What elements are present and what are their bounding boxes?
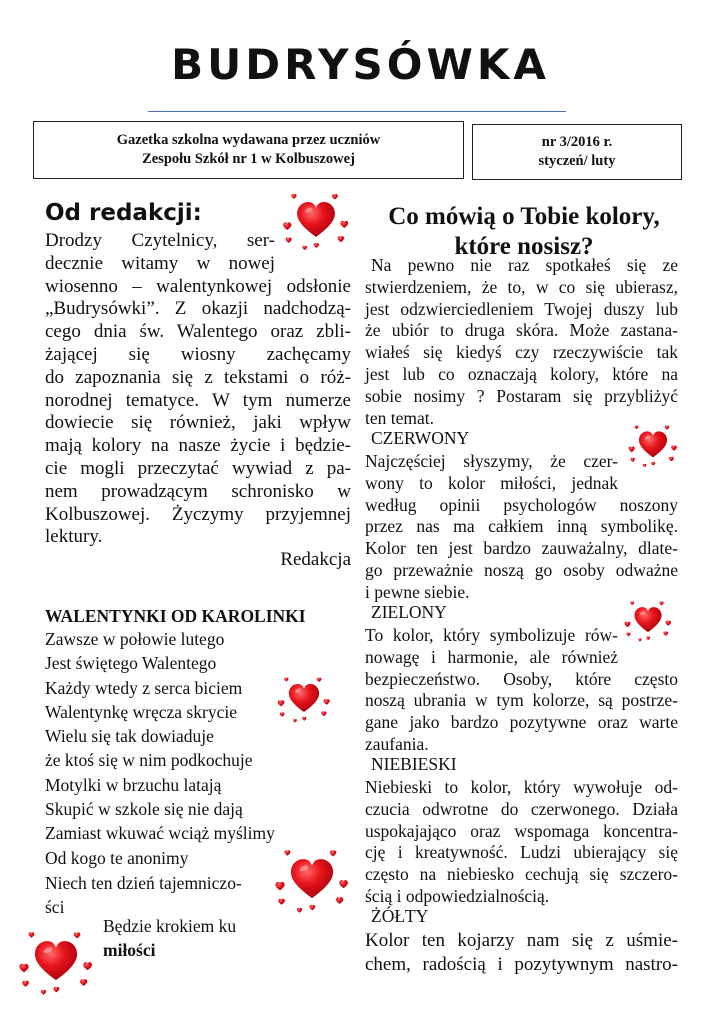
heart-decoration-icon bbox=[624, 424, 682, 476]
article-line: uspokajająco oraz wspomaga koncentra- bbox=[365, 820, 678, 841]
poem-line: Motylki w brzuchu latają bbox=[45, 774, 222, 795]
title-line: Co mówią o Tobie kolory, bbox=[388, 203, 660, 230]
article-line: nowagę i harmonie, ale również bbox=[365, 646, 618, 667]
editorial-line: cego dnia św. Walentego oraz zbli- bbox=[45, 321, 351, 343]
info-line: Zespołu Szkół nr 1 w Kolbuszowej bbox=[142, 151, 355, 167]
section-heading-red: CZERWONY bbox=[371, 428, 470, 448]
section-red-narrow bbox=[365, 451, 618, 495]
article-line: cję i kreatywność. Ludzi ubierający się bbox=[365, 842, 678, 863]
section-heading-blue: NIEBIESKI bbox=[371, 754, 457, 774]
article-line: Na pewno nie raz spotkałeś się ze bbox=[371, 255, 678, 275]
article-line: Kolor ten jest bardzo zauważalny, dlate- bbox=[365, 538, 678, 559]
editorial-line: Drodzy Czytelnicy, ser- bbox=[45, 230, 275, 251]
article-line: i pewne siebie. bbox=[365, 581, 470, 602]
article-line: Kolor ten kojarzy nam się z uśmie- bbox=[365, 930, 678, 951]
editorial-line: dowiecie się również, jaki wpływ bbox=[45, 412, 351, 434]
heart-decoration-icon bbox=[270, 848, 354, 926]
heart-decoration-icon bbox=[14, 930, 98, 1008]
editorial-title: Od redakcji: bbox=[45, 200, 202, 226]
editorial-line: wiosenno – walentynkowej odsłonie bbox=[45, 275, 351, 297]
editorial-signature: Redakcja bbox=[280, 549, 351, 571]
article-line: jest lub co oznaczają kolory, które na bbox=[365, 363, 678, 384]
editorial-line: cie mogli przeczytać wywiad z pa- bbox=[45, 457, 351, 479]
heart-decoration-icon bbox=[274, 676, 334, 732]
article-line: zaufania. bbox=[365, 733, 429, 754]
editorial-line: Kolbuszowej. Życzymy przyjemnej bbox=[45, 503, 351, 525]
editorial-line: do zapoznania się z tekstami o róż- bbox=[45, 366, 351, 388]
poem-body bbox=[45, 627, 275, 870]
editorial-line: mają kolory na nasze życie i będzie- bbox=[45, 435, 351, 457]
publication-info-box bbox=[33, 121, 464, 179]
editorial-line: norodnej tematyce. W tym numerze bbox=[45, 389, 351, 411]
article-line: czucia odwrotne do czerwonego. Działa bbox=[365, 798, 678, 819]
article-line: gane jako bardzo pozytywne oraz warte bbox=[365, 712, 678, 733]
article-line: Niebieski to kolor, który wywołuje od- bbox=[365, 777, 678, 797]
issue-box bbox=[472, 124, 682, 180]
section-heading-yellow: ŻÓŁTY bbox=[371, 906, 429, 926]
article-line: często na niebiesko cechują się szczero- bbox=[365, 864, 678, 885]
poem-line: Od kogo te anonimy bbox=[45, 847, 189, 868]
editorial-line: żającej się wiosny zachęcamy bbox=[45, 343, 351, 365]
info-line: Gazetka szkolna wydawana przez uczniów bbox=[116, 132, 381, 148]
article-line: według opinii psychologów noszony bbox=[365, 494, 678, 515]
poem-line: Wielu się tak dowiaduje bbox=[45, 726, 214, 747]
poem-line: Niech ten dzień tajemniczo- bbox=[45, 873, 242, 893]
article-line: noszą ubrania w tym kolorze, są postrze- bbox=[365, 690, 678, 711]
article-line: ten temat. bbox=[365, 407, 435, 428]
poem-line: Walentynkę wręcza skrycie bbox=[45, 701, 237, 722]
editorial-body bbox=[45, 276, 351, 572]
masthead-title: BUDRYSÓWKA bbox=[171, 40, 550, 89]
poem-line: Każdy wtedy z serca biciem bbox=[45, 677, 243, 698]
title-line: które nosisz? bbox=[454, 233, 594, 260]
poem-line: ści bbox=[45, 897, 65, 918]
poem-ending bbox=[45, 871, 242, 920]
poem-line: Zawsze w połowie lutego bbox=[45, 629, 225, 649]
editorial-body-narrow bbox=[45, 230, 275, 276]
colors-article-intro bbox=[365, 255, 678, 429]
article-line: ścią i odpowiedzialnością. bbox=[365, 885, 550, 906]
article-line: go przeważnie noszą go osoby odważne bbox=[365, 559, 678, 580]
heart-decoration-icon bbox=[278, 192, 354, 262]
editorial-line: lektury. bbox=[45, 526, 103, 548]
section-red-body bbox=[365, 495, 678, 604]
article-line: To kolor, który symbolizuje rów- bbox=[365, 625, 618, 645]
section-heading-green: ZIELONY bbox=[371, 602, 447, 622]
poem-final bbox=[103, 914, 236, 963]
poem-line: Zamiast wkuwać wciąż myślimy bbox=[45, 823, 275, 844]
heart-decoration-icon bbox=[620, 600, 676, 650]
poem-final-word: miłości bbox=[103, 940, 156, 961]
poem-line: że ktoś się w nim podkochuje bbox=[45, 750, 253, 771]
poem-line: Będzie krokiem ku bbox=[103, 916, 237, 936]
article-line: chem, radością i pozytywnym nastro- bbox=[365, 954, 678, 975]
poem-line: Skupić w szkole się nie dają bbox=[45, 799, 243, 820]
article-line: sobie nosimy ? Postaram się przybliżyć bbox=[365, 385, 678, 406]
editorial-line: nem prowadzącym schronisko w bbox=[45, 480, 351, 502]
article-line: stwierdzeniem, że to, w co się ubierasz, bbox=[365, 276, 678, 297]
section-yellow-body bbox=[365, 929, 678, 977]
article-line: wiałeś się kiedyś czy rzeczywiście tak bbox=[365, 342, 678, 363]
editorial-line: decznie witamy w nowej bbox=[45, 252, 275, 274]
issue-date: styczeń/ luty bbox=[538, 153, 616, 169]
poem-line: Jest świętego Walentego bbox=[45, 653, 217, 674]
section-blue-body bbox=[365, 777, 678, 908]
poem-title: WALENTYNKI OD KAROLINKI bbox=[45, 606, 306, 626]
article-line: jest odzwierciedleniem Twojej duszy lub bbox=[365, 298, 678, 319]
article-line: bezpieczeństwo. Osoby, które często bbox=[365, 668, 678, 689]
article-line: że ubiór to druga skóra. Może zastana- bbox=[365, 320, 678, 341]
masthead-rule bbox=[148, 111, 566, 112]
issue-number: nr 3/2016 r. bbox=[541, 134, 613, 150]
article-line: przez nas ma całkiem inną symbolikę. bbox=[365, 516, 678, 537]
article-line: Najczęściej słyszymy, że czer- bbox=[365, 451, 618, 471]
section-green-body bbox=[365, 669, 678, 756]
colors-article-title bbox=[365, 202, 683, 262]
editorial-line: „Budrysówki”. Z okazji nadchodzą- bbox=[45, 298, 351, 320]
section-green-narrow bbox=[365, 625, 618, 669]
article-line: wony to kolor miłości, jednak bbox=[365, 472, 618, 493]
